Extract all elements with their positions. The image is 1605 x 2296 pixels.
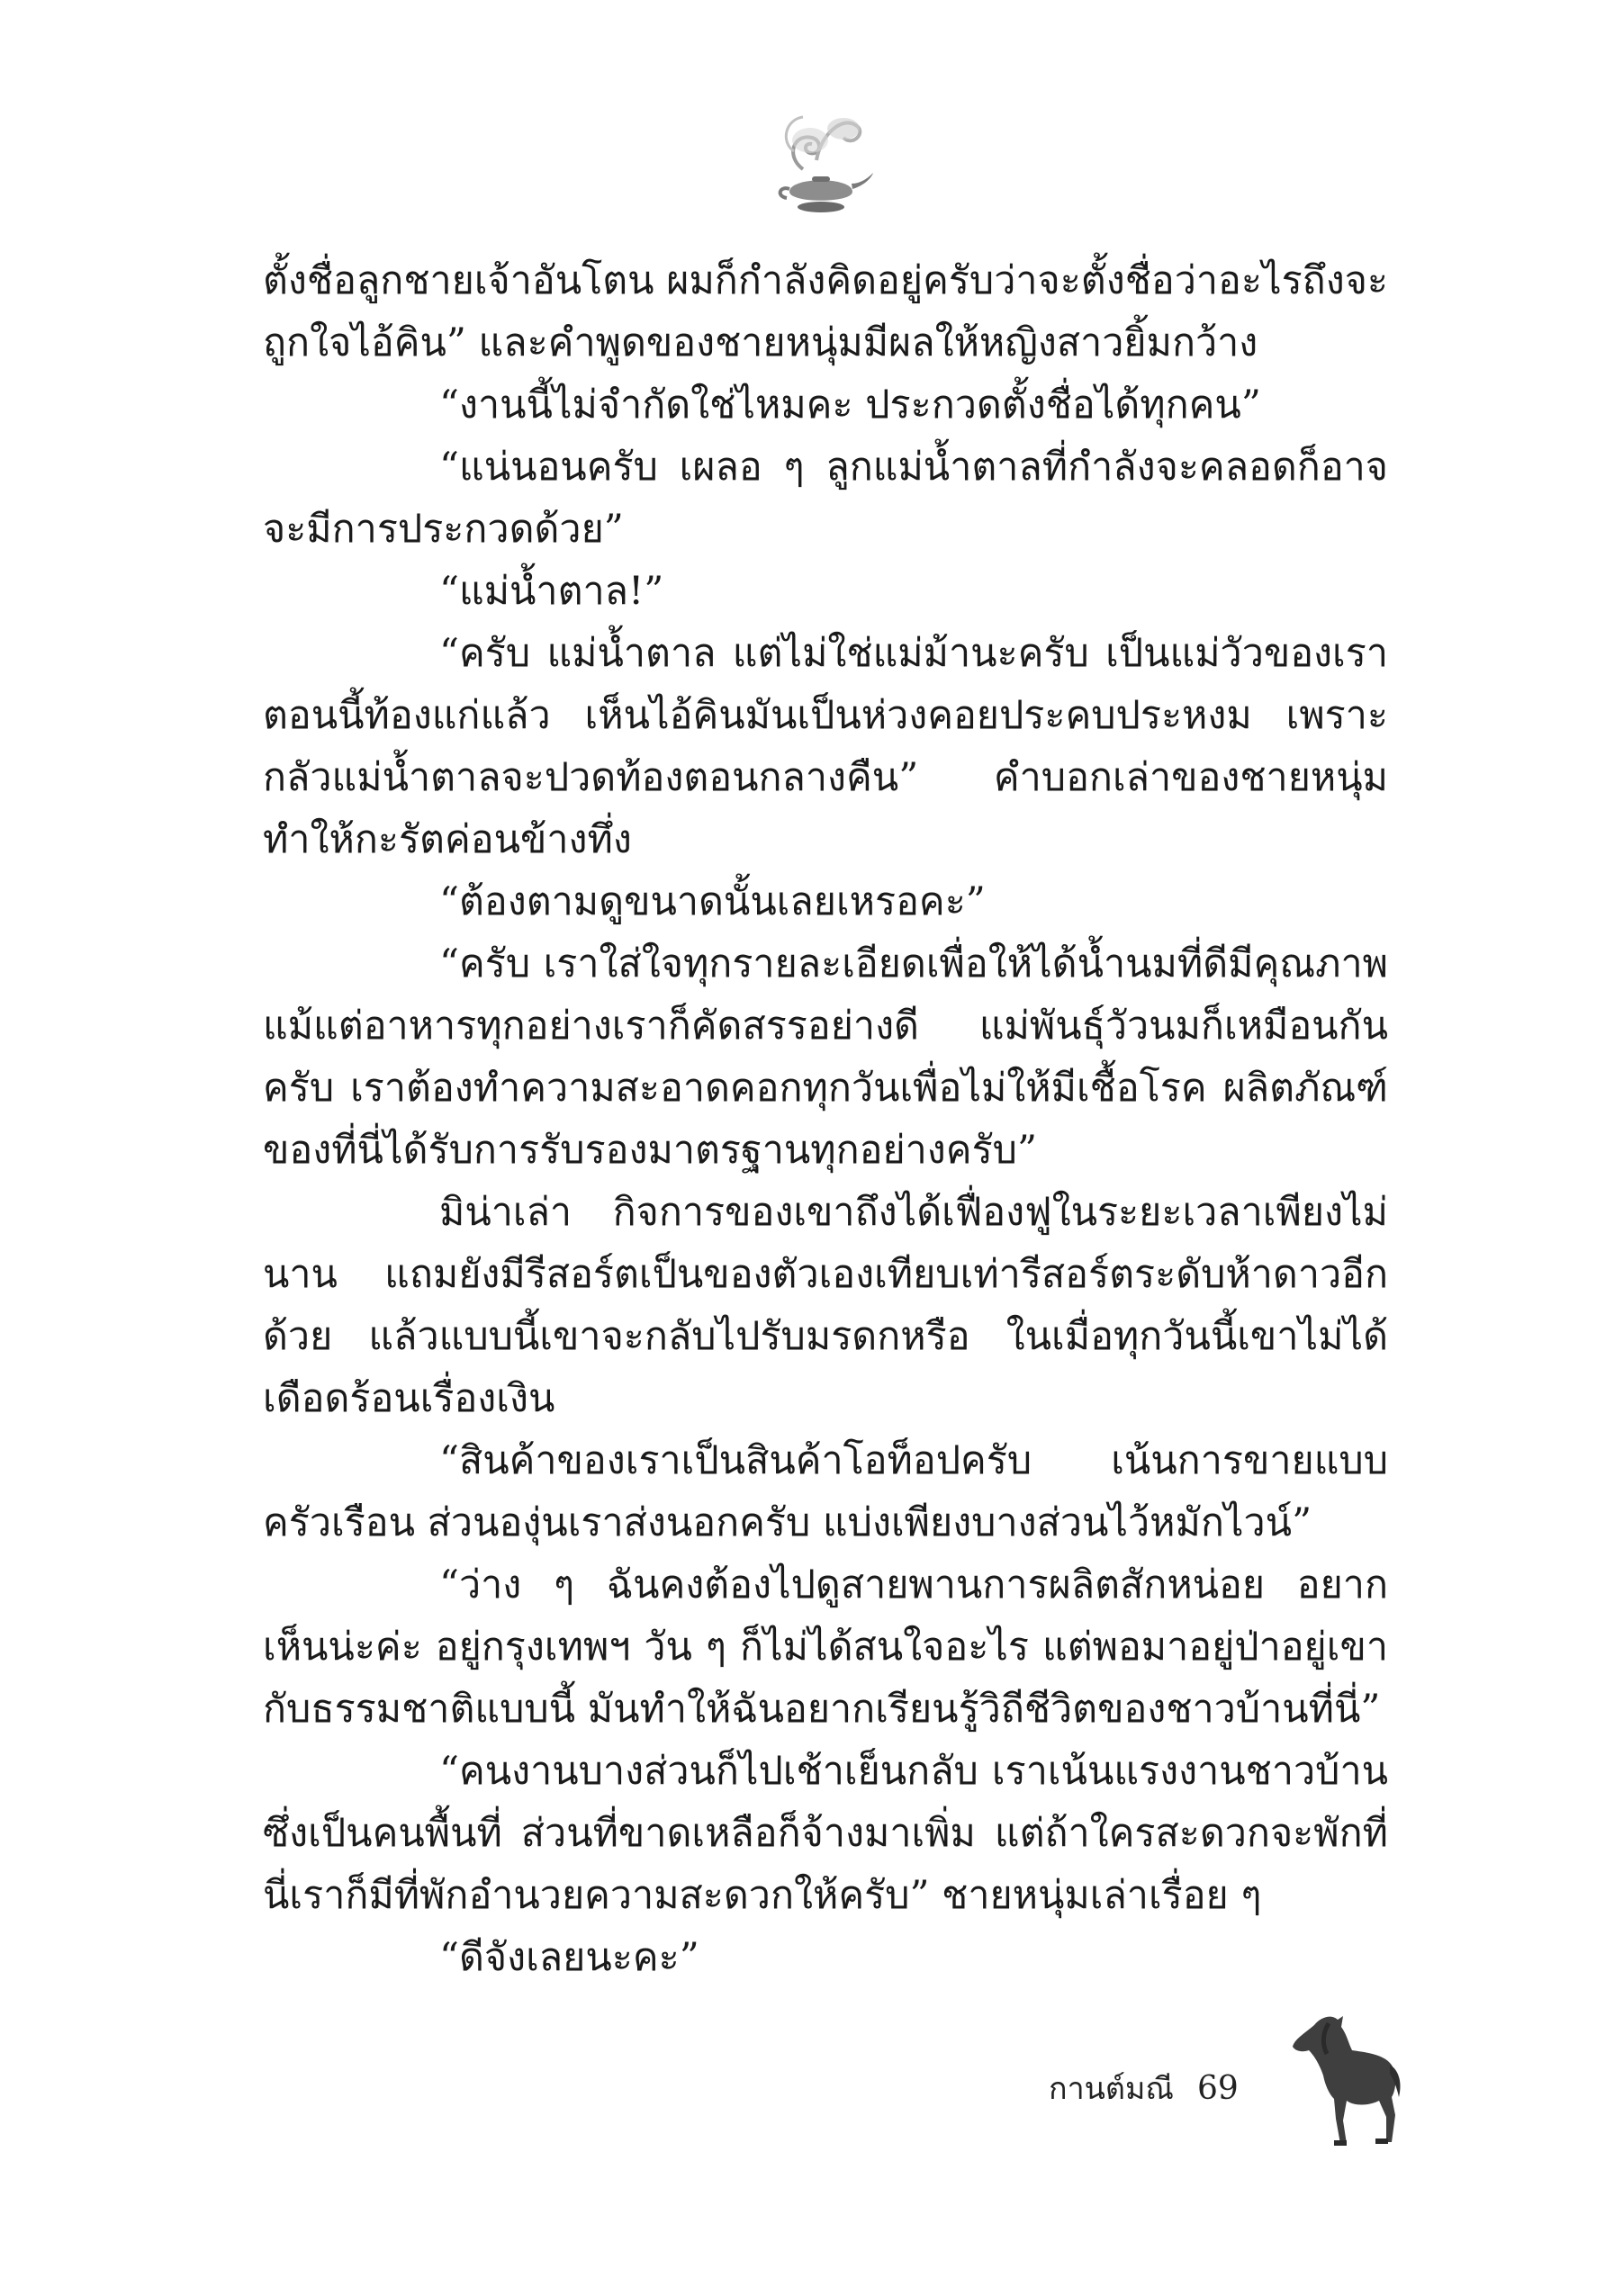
- horse-icon: [1278, 2007, 1404, 2160]
- body-text: [263, 250, 1388, 1989]
- book-title: กานต์มณี: [1049, 2071, 1174, 2107]
- paragraph: “ว่าง ๆ ฉันคงต้องไปดูสายพานการผลิตสักหน่อย อยากเห็นน่ะค่ะ อยู่กรุงเทพฯ วัน ๆ ก็ไม่ได้สนใจอะไร แต่พอมาอยู่ป่าอยู่เขากับธรรมชาติแบบนี้ มันทำให้ฉันอยากเรียนรู้วิถีชีวิตของชาวบ้านที่นี่”: [263, 1562, 1388, 1732]
- paragraph: “ครับ เราใส่ใจทุกรายละเอียดเพื่อให้ได้น้ำนมที่ดีมีคุณภาพ แม้แต่อาหารทุกอย่างเราก็คัดสรรอย่างดี แม่พันธุ์วัวนมก็เหมือนกันครับ เราต้องทำความสะอาดคอกทุกวันเพื่อไม่ให้มีเชื้อโรค ผลิตภัณฑ์ของที่นี่ได้รับการรับรองมาตรฐานทุกอย่างครับ”: [263, 941, 1388, 1173]
- paragraph: ตั้งชื่อลูกชายเจ้าอันโตน ผมก็กำลังคิดอยู่ครับว่าจะตั้งชื่อว่าอะไรถึงจะถูกใจไอ้คิน” และคำพูดของชายหนุ่มมีผลให้หญิงสาวยิ้มกว้าง: [263, 258, 1388, 365]
- paragraph: “คนงานบางส่วนก็ไปเช้าเย็นกลับ เราเน้นแรงงานชาวบ้านซึ่งเป็นคนพื้นที่ ส่วนที่ขาดเหลือก็จ้างมาเพิ่ม แต่ถ้าใครสะดวกจะพักที่นี่เราก็มีที่พักอำนวยความสะดวกให้ครับ” ชายหนุ่มเล่าเรื่อย ๆ: [263, 1749, 1388, 1918]
- paragraph: “งานนี้ไม่จำกัดใช่ไหมคะ ประกวดตั้งชื่อได้ทุกคน”: [439, 383, 1261, 428]
- page-footer: [1049, 2061, 1239, 2115]
- paragraph: “ดีจังเลยนะคะ”: [439, 1935, 699, 1980]
- paragraph: “ต้องตามดูขนาดนั้นเลยเหรอคะ”: [439, 879, 986, 924]
- paragraph: มิน่าเล่า กิจการของเขาถึงได้เฟื่องฟูในระยะเวลาเพียงไม่นาน แถมยังมีรีสอร์ตเป็นของตัวเองเทียบเท่ารีสอร์ตระดับห้าดาวอีกด้วย แล้วแบบนี้เขาจะกลับไปรับมรดกหรือ ในเมื่อทุกวันนี้เขาไม่ได้เดือดร้อนเรื่องเงิน: [263, 1190, 1388, 1421]
- paragraph: “ครับ แม่น้ำตาล แต่ไม่ใช่แม่ม้านะครับ เป็นแม่วัวของเราตอนนี้ท้องแก่แล้ว เห็นไอ้คินมันเป็นห่วงคอยประคบประหงม เพราะกลัวแม่น้ำตาลจะปวดท้องตอนกลางคืน” คำบอกเล่าของชายหนุ่มทำให้กะรัตค่อนข้างทึ่ง: [263, 631, 1388, 862]
- paragraph: “แน่นอนครับ เผลอ ๆ ลูกแม่น้ำตาลที่กำลังจะคลอดก็อาจจะมีการประกวดด้วย”: [263, 445, 1388, 552]
- paragraph: “แม่น้ำตาล!”: [439, 569, 664, 614]
- page-number: 69: [1196, 2069, 1239, 2107]
- paragraph: “สินค้าของเราเป็นสินค้าโอท็อปครับ เน้นการขายแบบครัวเรือน ส่วนองุ่นเราส่งนอกครับ แบ่งเพียงบางส่วนไว้หมักไวน์”: [263, 1438, 1388, 1545]
- teapot-lamp-icon: [767, 106, 875, 228]
